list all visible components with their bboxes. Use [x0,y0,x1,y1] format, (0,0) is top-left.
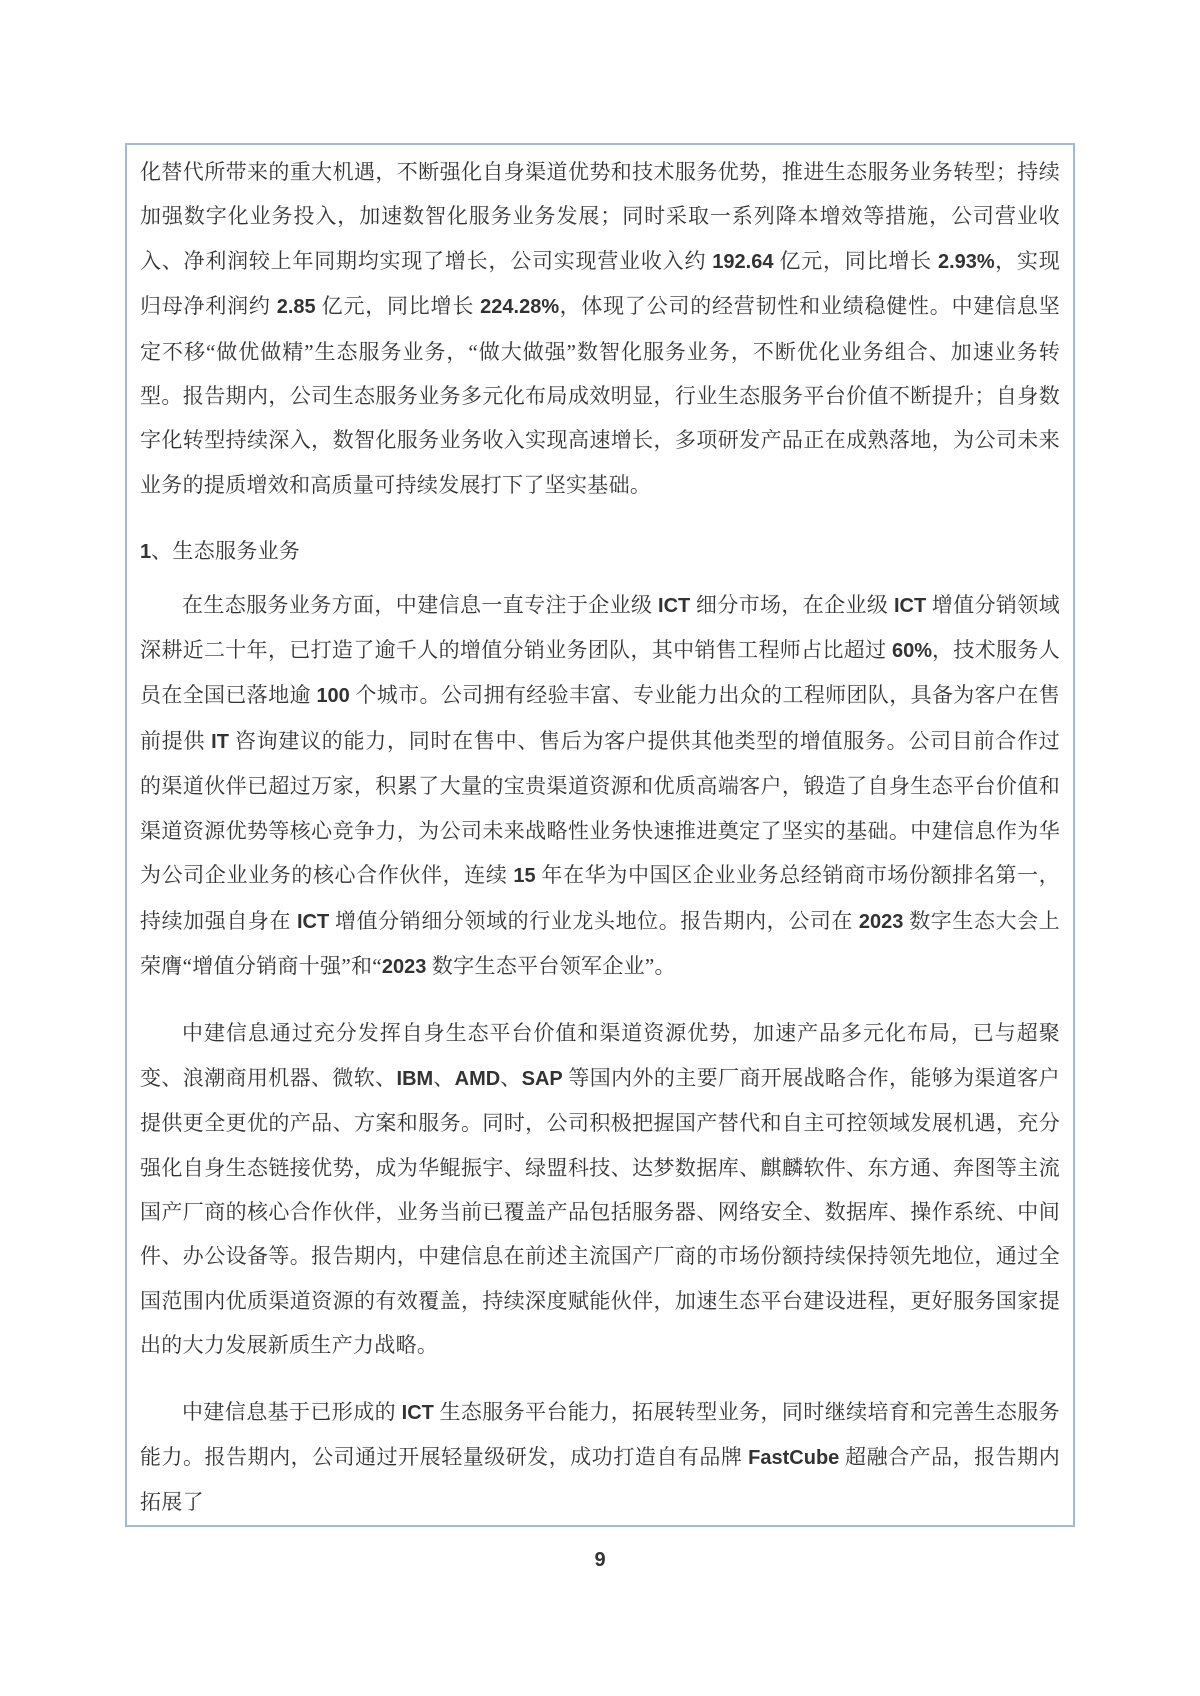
text-frame [125,143,1075,1527]
paragraph-overview-continuation: 化替代所带来的重大机遇，不断强化自身渠道优势和技术服务优势，推进生态服务业务转型；持续加强数字化业务投入，加速数智化服务业务发展；同时采取一系列降本增效等措施，公司营业收入、净利润较上年同期均实现了增长，公司实现营业收入约 192.64 亿元，同比增长 2.93%，实现归母净利润约 2.85 亿元，同比增长 224.28%，体现了公司的经营韧性和业绩稳健性。中建信息坚定不移“做优做精”生态服务业务，“做大做强”数智化服务业务，不断优化业务组合、加速业务转型。报告期内，公司生态服务业务多元化布局成效明显，行业生态服务平台价值不断提升；自身数字化转型持续深入，数智化服务业务收入实现高速增长，多项研发产品正在成熟落地，为公司未来业务的提质增效和高质量可持续发展打下了坚实基础。 [140,160,1061,497]
section-heading-ecosystem-services: 1、生态服务业务 [140,539,301,564]
paragraph-ecosystem-distribution: 在生态服务业务方面，中建信息一直专注于企业级 ICT 细分市场，在企业级 ICT 增值分销领域深耕近二十年，已打造了逾千人的增值分销业务团队，其中销售工程师占比超过 60%，技术服务人员在全国已落地逾 100 个城市。公司拥有经验丰富、专业能力出众的工程师团队，具备为客户在售前提供 IT 咨询建议的能力，同时在售中、售后为客户提供其他类型的增值服务。公司目前合作过的渠道伙伴已超过万家，积累了大量的宝贵渠道资源和优质高端客户，锻造了自身生态平台价值和渠道资源优势等核心竞争力，为公司未来战略性业务快速推进奠定了坚实的基础。中建信息作为华为公司企业业务的核心合作伙伴，连续 15 年在华为中国区企业业务总经销商市场份额排名第一，持续加强自身在 ICT 增值分销细分领域的行业龙头地位。报告期内，公司在 2023 数字生态大会上荣膺“增值分销商十强”和“2023 数字生态平台领军企业”。 [140,592,1061,978]
paragraph-ict-platform-fastcube: 中建信息基于已形成的 ICT 生态服务平台能力，拓展转型业务，同时继续培育和完善生态服务能力。报告期内，公司通过开展轻量级研发，成功打造自有品牌 FastCube 超融合产品，报告期内拓展了 [140,1399,1060,1515]
page-number: 9 [594,1549,606,1571]
paragraph-vendor-partnerships: 中建信息通过充分发挥自身生态平台价值和渠道资源优势，加速产品多元化布局，已与超聚变、浪潮商用机器、微软、IBM、AMD、SAP 等国内外的主要厂商开展战略合作，能够为渠道客户提供更全更优的产品、方案和服务。同时，公司积极把握国产替代和自主可控领域发展机遇，充分强化自身生态链接优势，成为华鲲振宇、绿盟科技、达梦数据库、麒麟软件、东方通、奔图等主流国产厂商的核心合作伙伴，业务当前已覆盖产品包括服务器、网络安全、数据库、操作系统、中间件、办公设备等。报告期内，中建信息在前述主流国产厂商的市场份额持续保持领先地位，通过全国范围内优质渠道资源的有效覆盖，持续深度赋能伙伴，加速生态平台建设进程，更好服务国家提出的大力发展新质生产力战略。 [140,1021,1060,1358]
